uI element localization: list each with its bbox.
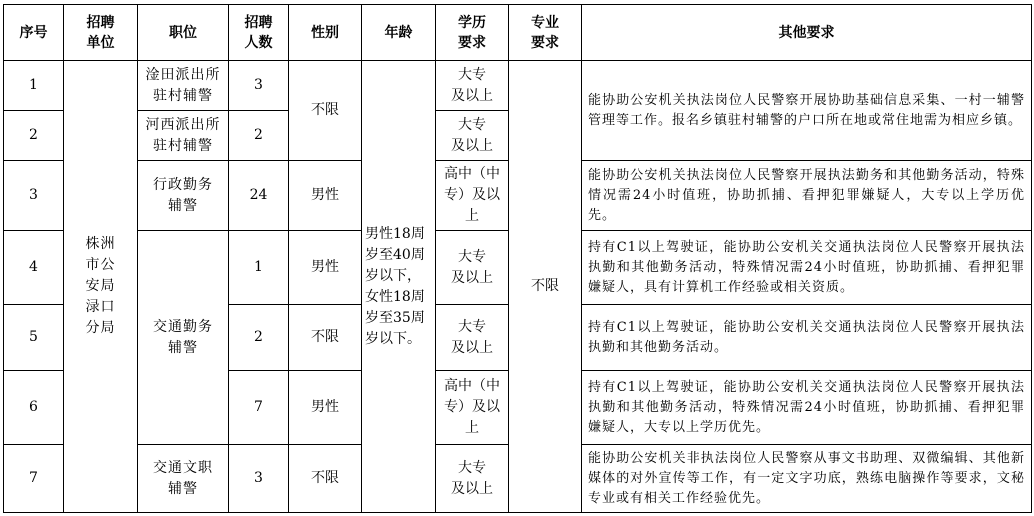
other-requirements-cell: 能协助公安机关非执法岗位人民警察从事文书助理、双微编辑、其他新媒体的对外宣传等工作，有一定文字功底，熟练电脑操作等要求，文秘专业或有相关工作经验优先。 — [582, 445, 1032, 513]
seq-cell: 7 — [4, 445, 64, 513]
header-other: 其他要求 — [582, 5, 1032, 61]
count-cell: 7 — [229, 371, 289, 445]
header-unit: 招聘 单位 — [64, 5, 138, 61]
education-cell: 大专 及以上 — [436, 111, 509, 161]
gender-cell: 不限 — [289, 445, 362, 513]
education-cell: 大专 及以上 — [436, 305, 509, 371]
count-cell: 3 — [229, 445, 289, 513]
unit-cell: 株洲 市公 安局 渌口 分局 — [64, 61, 138, 513]
seq-cell: 4 — [4, 231, 64, 305]
header-count: 招聘 人数 — [229, 5, 289, 61]
other-requirements-cell: 能协助公安机关执法岗位人民警察开展协助基础信息采集、一村一辅警管理等工作。报名乡镇驻村辅警的户口所在地或常住地需为相应乡镇。 — [582, 61, 1032, 161]
header-position: 职位 — [138, 5, 229, 61]
header-age: 年龄 — [362, 5, 436, 61]
count-cell: 2 — [229, 305, 289, 371]
education-cell: 大专 及以上 — [436, 61, 509, 111]
education-cell: 高中（中 专）及以 上 — [436, 371, 509, 445]
other-requirements-cell: 持有C1以上驾驶证，能协助公安机关交通执法岗位人民警察开展执法执勤和其他勤务活动。 — [582, 305, 1032, 371]
recruitment-table — [3, 4, 1032, 513]
other-requirements-cell: 能协助公安机关执法岗位人民警察开展执法勤务和其他勤务活动，特殊情况需24小时值班，协助抓捕、看押犯罪嫌疑人，大专以上学历优先。 — [582, 161, 1032, 231]
other-requirements-cell: 持有C1以上驾驶证，能协助公安机关交通执法岗位人民警察开展执法执勤和其他勤务活动，特殊情况需24小时值班，协助抓捕、看押犯罪嫌疑人，大专以上学历优先。 — [582, 371, 1032, 445]
seq-cell: 6 — [4, 371, 64, 445]
gender-cell: 男性 — [289, 231, 362, 305]
count-cell: 2 — [229, 111, 289, 161]
count-cell: 24 — [229, 161, 289, 231]
gender-cell: 男性 — [289, 371, 362, 445]
table-row — [4, 61, 1032, 111]
header-seq: 序号 — [4, 5, 64, 61]
header-major: 专业 要求 — [509, 5, 582, 61]
gender-cell: 不限 — [289, 305, 362, 371]
education-cell: 高中（中 专）及以 上 — [436, 161, 509, 231]
other-requirements-cell: 持有C1以上驾驶证，能协助公安机关交通执法岗位人民警察开展执法执勤和其他勤务活动，特殊情况需24小时值班，协助抓捕、看押犯罪嫌疑人，具有计算机工作经验或相关资质。 — [582, 231, 1032, 305]
count-cell: 1 — [229, 231, 289, 305]
seq-cell: 3 — [4, 161, 64, 231]
seq-cell: 1 — [4, 61, 64, 111]
position-cell: 交通文职 辅警 — [138, 445, 229, 513]
major-cell: 不限 — [509, 61, 582, 513]
seq-cell: 5 — [4, 305, 64, 371]
education-cell: 大专 及以上 — [436, 445, 509, 513]
education-cell: 大专 及以上 — [436, 231, 509, 305]
header-row — [4, 5, 1032, 61]
gender-cell: 不限 — [289, 61, 362, 161]
header-gender: 性别 — [289, 5, 362, 61]
gender-cell: 男性 — [289, 161, 362, 231]
position-cell: 河西派出所 驻村辅警 — [138, 111, 229, 161]
position-cell: 行政勤务 辅警 — [138, 161, 229, 231]
position-cell: 淦田派出所 驻村辅警 — [138, 61, 229, 111]
seq-cell: 2 — [4, 111, 64, 161]
age-cell: 男性18周 岁至40周 岁以下， 女性18周 岁至35周 岁以下。 — [362, 61, 436, 513]
position-cell: 交通勤务 辅警 — [138, 231, 229, 445]
header-education: 学历 要求 — [436, 5, 509, 61]
count-cell: 3 — [229, 61, 289, 111]
